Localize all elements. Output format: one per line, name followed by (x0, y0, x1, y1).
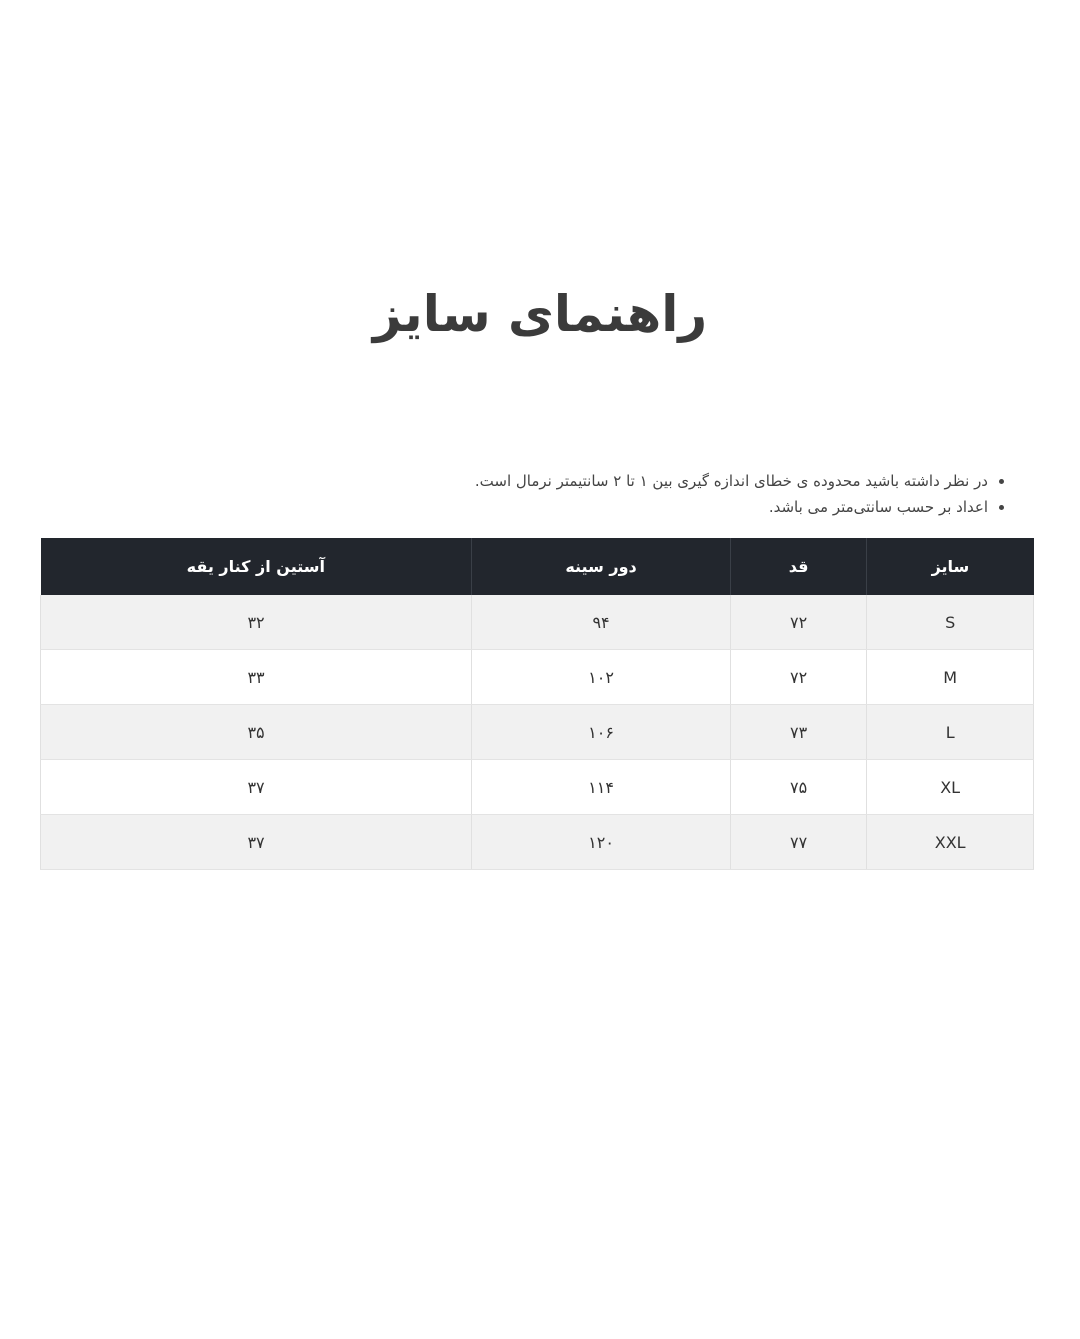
table-row (41, 815, 1034, 870)
cell-size: S (867, 595, 1034, 650)
cell-sleeve: ۳۷ (41, 760, 472, 815)
header-chest: دور سینه (472, 538, 731, 595)
cell-height: ۷۲ (730, 595, 866, 650)
page-title: راهنمای سایز (372, 284, 708, 343)
size-guide-table (40, 538, 1034, 870)
cell-size: M (867, 650, 1034, 705)
cell-size: L (867, 705, 1034, 760)
note-units: • اعداد بر حسب سانتی‌متر می باشد. (288, 494, 988, 520)
cell-height: ۷۷ (730, 815, 866, 870)
cell-size: XXL (867, 815, 1034, 870)
cell-sleeve: ۳۷ (41, 815, 472, 870)
header-height: قد (730, 538, 866, 595)
table-row (41, 650, 1034, 705)
cell-sleeve: ۳۳ (41, 650, 472, 705)
header-sleeve: آستین از کنار یقه (41, 538, 472, 595)
table-header-row (41, 538, 1034, 595)
cell-chest: ۱۰۶ (472, 705, 731, 760)
cell-chest: ۱۰۲ (472, 650, 731, 705)
header-size: سایز (867, 538, 1034, 595)
cell-chest: ۱۲۰ (472, 815, 731, 870)
table-row (41, 595, 1034, 650)
cell-sleeve: ۳۵ (41, 705, 472, 760)
cell-height: ۷۵ (730, 760, 866, 815)
cell-size: XL (867, 760, 1034, 815)
cell-sleeve: ۳۲ (41, 595, 472, 650)
cell-height: ۷۳ (730, 705, 866, 760)
table-row (41, 760, 1034, 815)
cell-height: ۷۲ (730, 650, 866, 705)
note-measurement-error: • در نظر داشته باشید محدوده ی خطای اندازه گیری بین ۱ تا ۲ سانتیمتر نرمال است. (288, 468, 988, 494)
notes-list (288, 468, 1010, 520)
cell-chest: ۱۱۴ (472, 760, 731, 815)
cell-chest: ۹۴ (472, 595, 731, 650)
table-row (41, 705, 1034, 760)
